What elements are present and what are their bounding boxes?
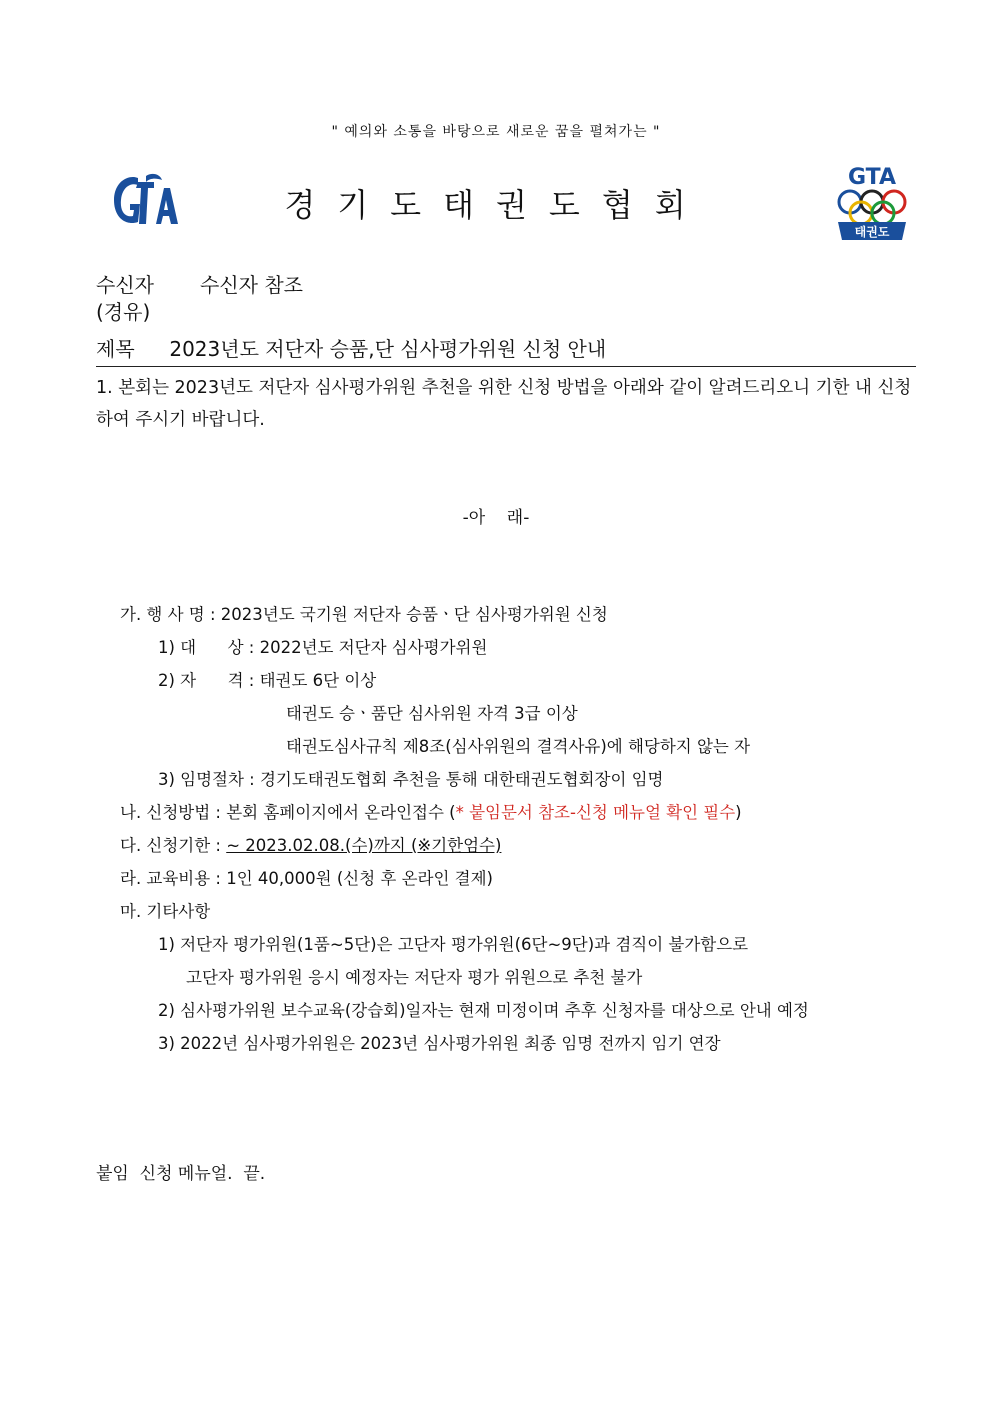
item-da-prefix: 다. 신청기한 : [120,836,227,855]
emblem-text: GTA [848,165,896,190]
below-label: -아 래- [462,508,530,528]
recipient-value: 수신자 참조 [200,273,303,297]
emblem-badge-text: 태권도 [854,225,890,239]
item-ma-1: 1) 저단자 평가위원(1품~5단)은 고단자 평가위원(6단~9단)과 겸직이 불가함으로 [158,935,749,954]
item-ga-2: 2) 자 격 : 태권도 6단 이상 [158,671,377,690]
item-ga-2b: 태권도 승ㆍ품단 심사위원 자격 3급 이상 [286,704,578,723]
subject-value: 2023년도 저단자 승품,단 심사평가위원 신청 안내 [169,337,607,361]
item-ma: 마. 기타사항 [120,902,211,921]
body-paragraph: 1. 본회는 2023년도 저단자 심사평가위원 추천을 위한 신청 방법을 아래와 같이 알려드리오니 기한 내 신청하여 주시기 바랍니다. [96,378,912,430]
item-na [120,799,742,823]
gta-taekwondo-emblem [832,160,912,246]
via-label: (경유) [96,300,151,324]
subject-label: 제목 [96,337,135,361]
subject-line [96,333,916,367]
item-ma-3: 3) 2022년 심사평가위원은 2023년 심사평가위원 최종 임명 전까지 임기 연장 [158,1034,721,1053]
item-na-suffix: ) [735,803,742,822]
attachment-line: 붙임 신청 메뉴얼. 끝. [96,1164,266,1184]
item-na-note: * 붙임문서 참조-신청 메뉴얼 확인 필수 [455,803,736,822]
slogan: " 예의와 소통을 바탕으로 새로운 꿈을 펼쳐가는 " [331,124,661,140]
item-na-prefix: 나. 신청방법 : 본회 홈페이지에서 온라인접수 ( [120,803,456,822]
item-ga-2c: 태권도심사규칙 제8조(심사위원의 결격사유)에 해당하지 않는 자 [286,737,751,756]
organization-name: 경기도태권도협회 [284,186,708,224]
item-ga-3: 3) 임명절차 : 경기도태권도협회 추천을 통해 대한태권도협회장이 임명 [158,770,664,789]
item-ra: 라. 교육비용 : 1인 40,000원 (신청 후 온라인 결제) [120,869,493,888]
item-da-deadline: ~ 2023.02.08.(수)까지 (※기한엄수) [226,836,502,855]
recipient-label: 수신자 [96,273,154,297]
item-da [120,832,501,856]
item-ma-2: 2) 심사평가위원 보수교육(강습회)일자는 현재 미정이며 추후 신청자를 대상으로 안내 예정 [158,1001,809,1020]
item-ga: 가. 행 사 명 : 2023년도 국기원 저단자 승품ㆍ단 심사평가위원 신청 [120,605,608,624]
item-ga-1: 1) 대 상 : 2022년도 저단자 심사평가위원 [158,638,488,657]
item-ma-1b: 고단자 평가위원 응시 예정자는 저단자 평가 위원으로 추천 불가 [186,968,643,987]
